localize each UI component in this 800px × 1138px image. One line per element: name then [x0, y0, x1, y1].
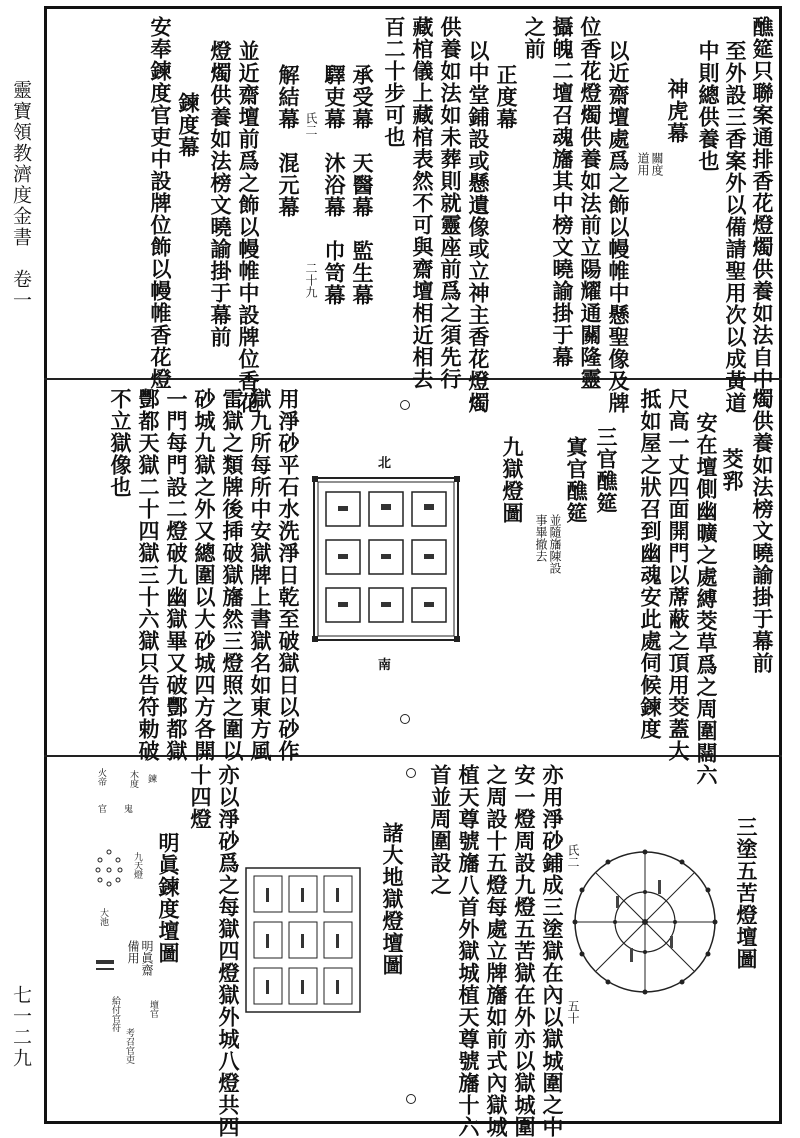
text-column: 十四燈: [188, 764, 213, 830]
text-column: 用淨砂平石水洗淨日乾至破獄日以砂作: [276, 388, 301, 762]
altar-label: 九天燈: [132, 852, 142, 879]
text-column: 醮筵只聯案通排香花燈燭供養如法自中: [750, 16, 775, 390]
text-column: 植天尊號旛八首外獄城植天尊號旛十六: [456, 764, 481, 1138]
great-hells-diagram: [244, 866, 362, 1014]
section-heading: 解結幕 混元幕: [276, 64, 301, 218]
text-column: 酆都天獄二十四獄三十六獄只告符勅破: [136, 388, 161, 762]
section-heading: 九獄燈圖: [500, 436, 525, 524]
section-heading: 三官醮筵: [594, 426, 619, 514]
section-heading: 承受幕 天醫幕 監生幕: [350, 64, 375, 306]
text-column: 安在壇側幽曠之處縛茭草爲之周圍闊六: [694, 412, 719, 786]
text-column: 藏棺儀上藏棺表然不可與齋壇相近相去: [410, 16, 435, 390]
text-column: 不立獄像也: [108, 388, 133, 498]
text-column: 亦以淨砂爲之每獄四燈獄外城八燈共四: [216, 764, 241, 1138]
book-title: 靈寶領教濟度金書 卷一: [10, 80, 32, 311]
text-column: 並近齋壇前爲之飾以幔帷中設牌位香花: [236, 40, 261, 414]
text-column: 燭供養如法榜文曉諭掛于幕前: [750, 388, 775, 674]
binding-hole: [406, 768, 416, 778]
altar-label: 給付官符: [110, 996, 120, 1032]
section-heading: 驛吏幕 沐浴幕 巾笥幕: [322, 64, 347, 306]
text-column: 燈燭供養如法榜文曉諭掛于幕前: [208, 40, 233, 348]
section-heading: 三塗五苦燈壇圖: [734, 816, 759, 970]
text-column: 百二十步可也: [382, 16, 407, 148]
hells-grid-svg: [244, 866, 362, 1014]
text-column: 以近齋壇處爲之飾以幔帷中懸聖像及牌: [606, 40, 631, 414]
section-heading: 諸大地獄燈壇圖: [380, 822, 405, 976]
text-column: 位香花燈燭供養如法前立陽耀通關隆靈: [578, 16, 603, 390]
altar-mark: [96, 960, 114, 964]
text-column: 抵如屋之狀召到幽魂安此處伺候鍊度: [638, 388, 663, 740]
interlinear-note: 關度: [650, 152, 664, 176]
text-column: 首並周圍設之: [428, 764, 453, 896]
text-column: 砂城九獄之外又總圍以大砂城四方各開: [192, 388, 217, 762]
altar-label: 壇官: [148, 1000, 158, 1018]
binding-hole: [400, 400, 410, 410]
interlinear-note: 二十九: [304, 262, 318, 298]
section-heading: 寘官醮筵: [564, 436, 589, 524]
interlinear-note: 道用: [636, 152, 650, 176]
interlinear-note: 氏二: [304, 112, 318, 136]
binding-hole: [406, 1094, 416, 1104]
text-column: 攝魄二壇召魂旛其中榜文曉諭掛于幕: [550, 16, 575, 368]
interlinear-note: 事畢撤去: [534, 514, 548, 562]
altar-label: 鬼: [122, 804, 132, 813]
altar-mark: [96, 968, 114, 970]
interlinear-note: 氏二: [566, 844, 580, 868]
text-column: 一門每門設二燈破九幽獄畢又破酆都獄: [164, 388, 189, 762]
circle-diagram-svg: [570, 840, 720, 1010]
altar-label: 考召官吏: [124, 1028, 134, 1064]
interlinear-note: 備用: [126, 940, 140, 964]
text-column: 之前: [522, 16, 547, 60]
five-sufferings-diagram: [570, 840, 720, 1010]
text-column: 中則總供養也: [696, 40, 721, 172]
text-column: 安一燈周設九燈五苦獄在外亦以獄城圍: [512, 764, 537, 1138]
section-heading: 正度幕: [494, 64, 519, 130]
compass-north-label: 北: [378, 456, 392, 471]
interlinear-note: 明眞齋: [140, 940, 154, 976]
section-heading: 明眞鍊度壇圖: [156, 832, 181, 964]
altar-label: 木度: [128, 770, 138, 788]
top-band: [50, 12, 778, 414]
text-column: 尺高一丈四面開門以蓆蔽之頂用茭蓋大: [666, 388, 691, 762]
text-column: 以中堂鋪設或懸遺像或立神主香花燈燭: [466, 40, 491, 414]
altar-label: 火帝: [96, 768, 106, 786]
compass-south-label: 南: [378, 658, 392, 673]
text-column: 之周設十五燈每處立牌旛如前式內獄城: [484, 764, 509, 1138]
altar-label: 官: [96, 804, 106, 813]
interlinear-note: 五十: [566, 1000, 580, 1024]
nine-prisons-diagram: [312, 456, 460, 673]
altar-label: 鍊: [146, 774, 156, 783]
section-heading: 神虎幕: [665, 78, 690, 144]
interlinear-note: 並隨旛陳設: [548, 514, 562, 574]
text-column: 獄九所每所中安獄牌上書獄名如東方風: [248, 388, 273, 762]
lamp-dots-svg: [94, 848, 124, 888]
bottom-band: [50, 760, 778, 1138]
text-column: 亦用淨砂鋪成三塗獄在內以獄城圍之中: [540, 764, 565, 1138]
refining-altar-diagram: [50, 760, 160, 1120]
binding-hole: [400, 714, 410, 724]
text-column: 至外設三香案外以備請聖用次以成黃道: [723, 40, 748, 414]
section-heading: 鍊度幕: [176, 92, 201, 158]
page-number: 七一二九: [10, 985, 32, 1069]
text-column: 供養如法如未葬則就靈座前爲之須先行: [438, 16, 463, 390]
text-column: 安奉鍊度官吏中設牌位飾以幔帷香花燈: [148, 16, 173, 390]
section-heading: 茭郛: [720, 448, 745, 492]
text-column: 雷獄之類牌後揷破獄旛然三燈照之圍以: [220, 388, 245, 762]
altar-label: 大池: [98, 908, 108, 926]
prison-grid-svg: [312, 474, 460, 644]
